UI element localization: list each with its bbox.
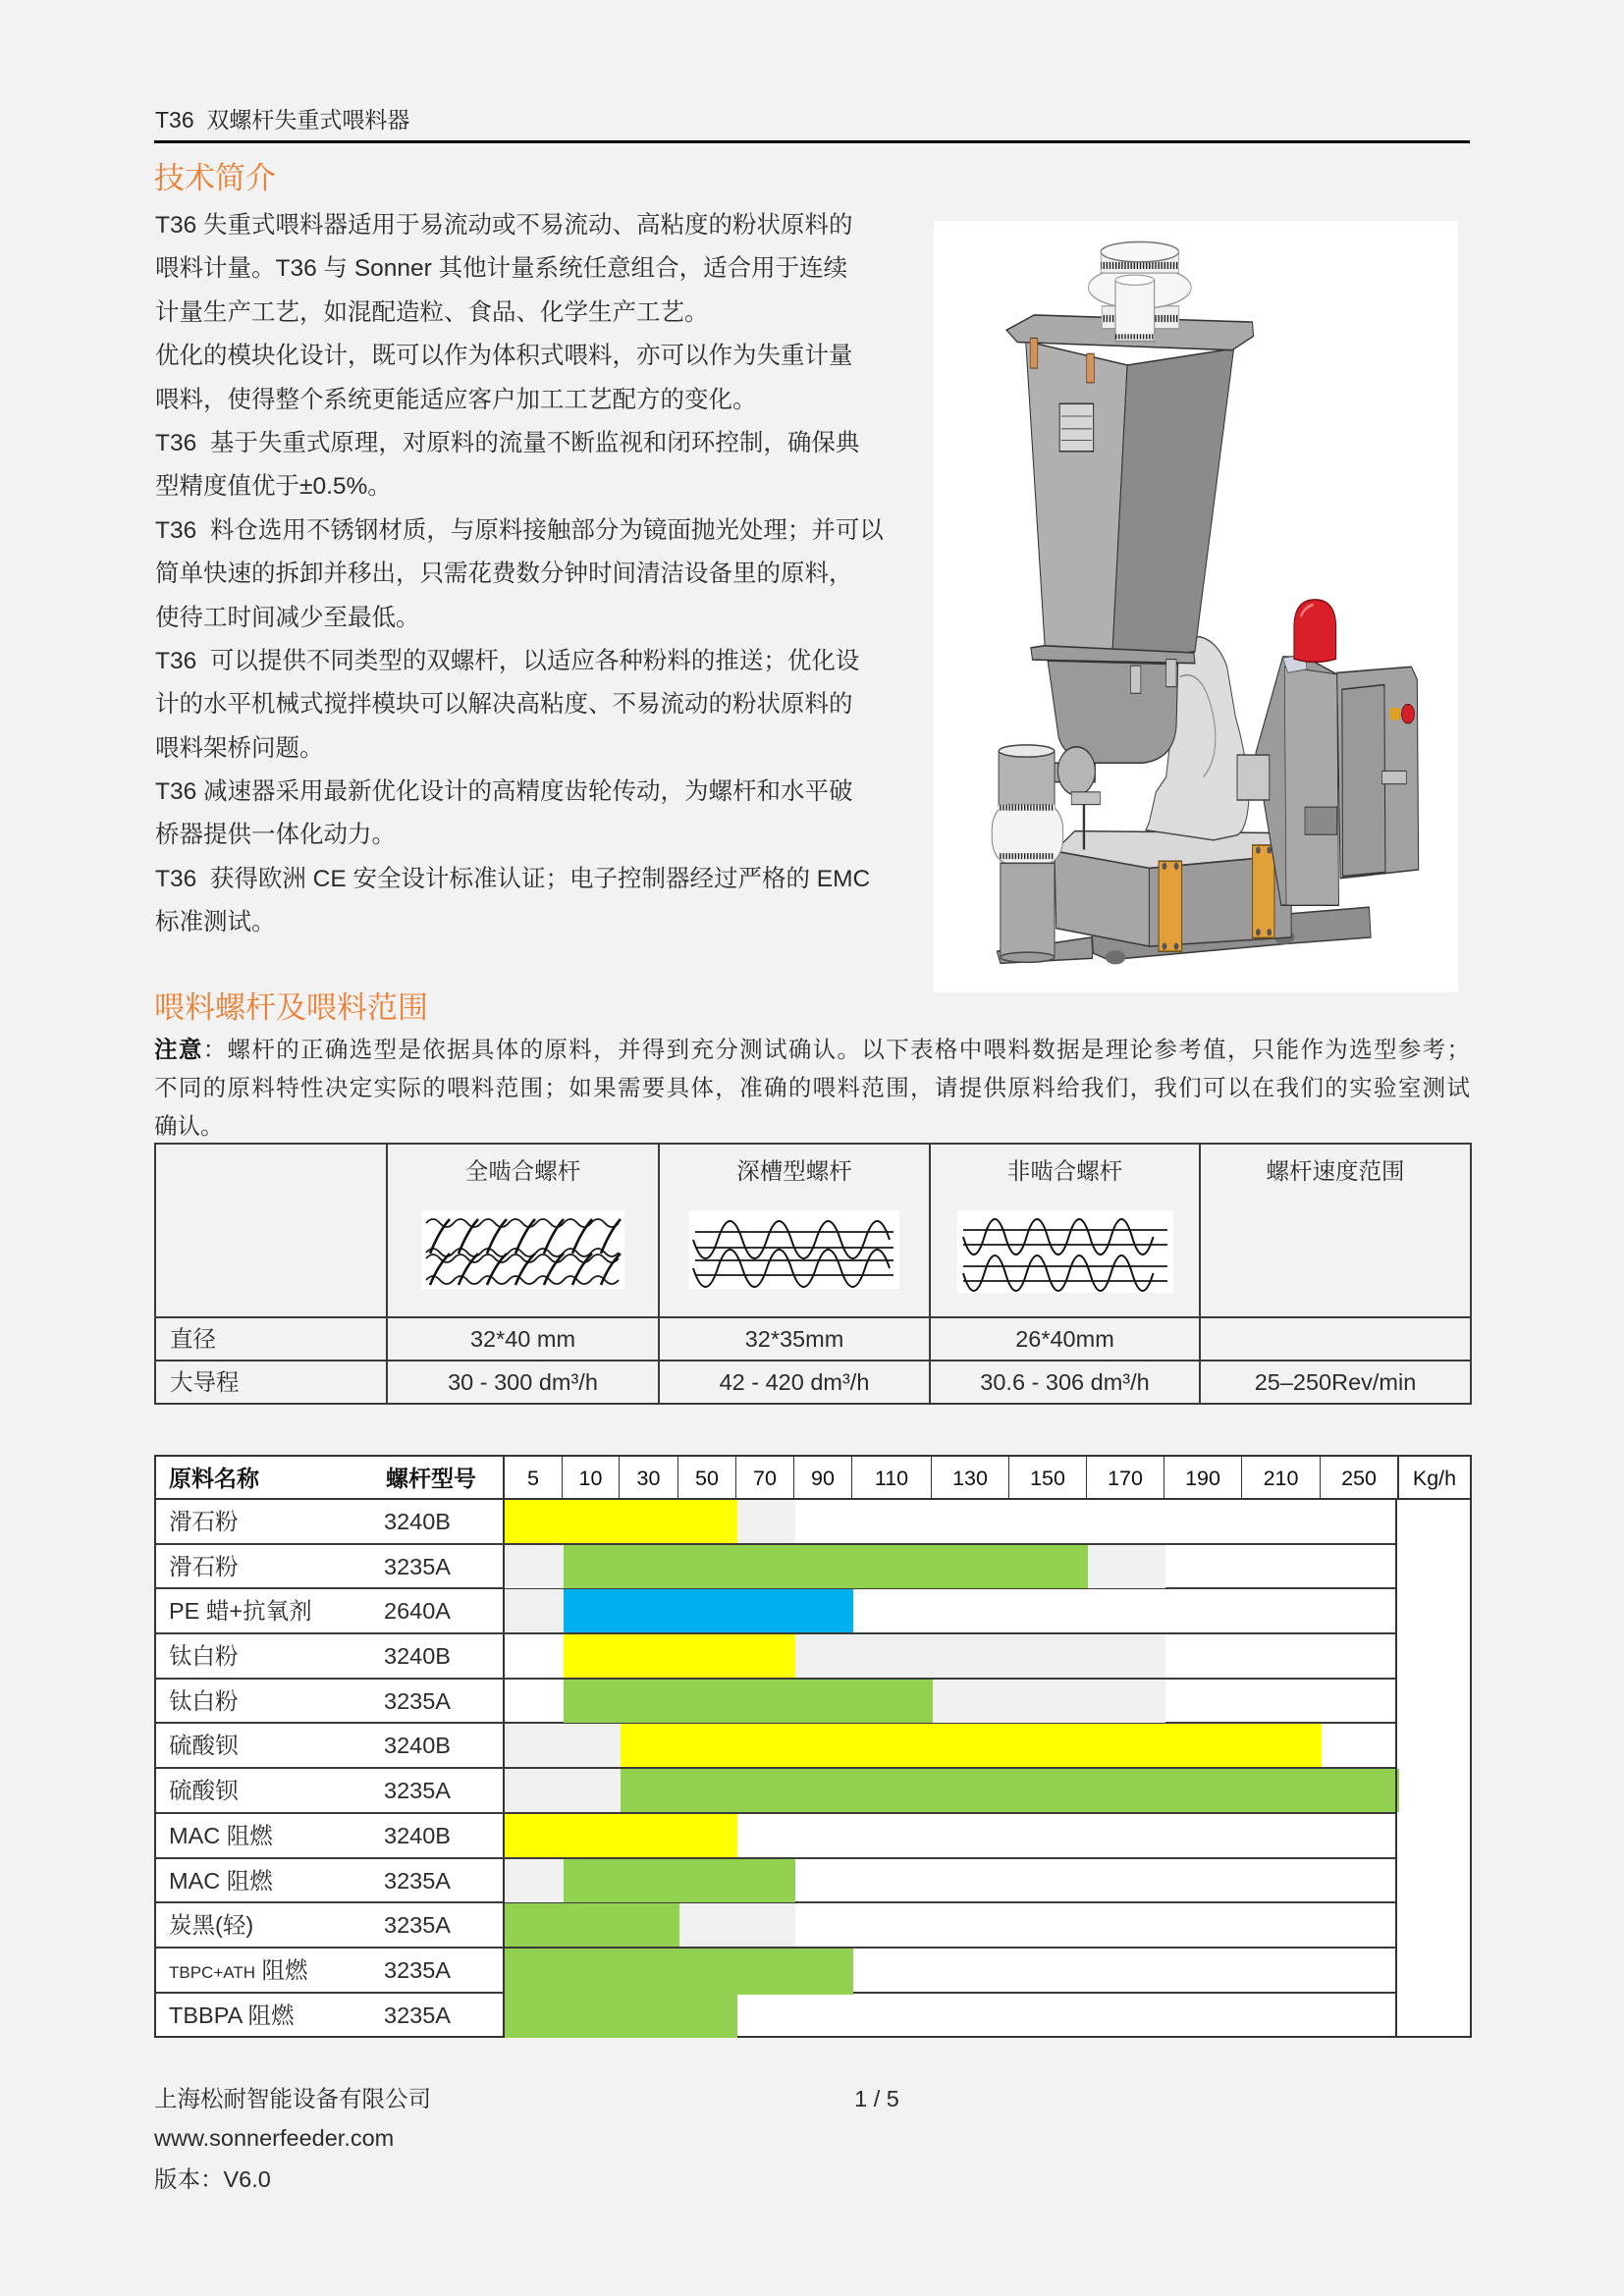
feed-range-table xyxy=(154,1455,1472,2038)
material-name: 钛白粉 xyxy=(169,1643,239,1670)
range-bars xyxy=(503,1814,1397,1857)
screw-spec-table xyxy=(154,1143,1472,1405)
header-material-name: 原料名称 xyxy=(169,1466,259,1491)
range-segment-gray xyxy=(795,1634,1165,1678)
material-name xyxy=(156,1949,378,1995)
range-row xyxy=(156,1500,1397,1545)
tick-label: 5 xyxy=(503,1457,562,1500)
unit-label: Kg/h xyxy=(1397,1457,1470,1500)
footer-version: 版本：V6.0 xyxy=(154,2166,271,2192)
intro-line: 优化的模块化设计，既可以作为体积式喂料，亦可以作为失重计量 xyxy=(155,343,853,370)
spec-cell: 32*35mm xyxy=(659,1317,930,1361)
footer-website: www.sonnerfeeder.com xyxy=(154,2125,395,2151)
screw-model: 3235A xyxy=(384,1867,451,1894)
intro-line: T36 失重式喂料器适用于易流动或不易流动、高粘度的粉状原料的 xyxy=(155,212,853,239)
range-segment-green xyxy=(564,1545,1088,1588)
material-name: MAC 阻燃 xyxy=(169,1822,273,1848)
tick-label: 190 xyxy=(1164,1457,1241,1500)
document-header-title: T36 双螺杆失重式喂料器 xyxy=(155,107,410,133)
spec-header-empty xyxy=(155,1144,387,1317)
intro-line: 喂料，使得整个系统更能适应客户加工工艺配方的变化。 xyxy=(155,386,757,413)
range-segment-yellow xyxy=(621,1724,1322,1767)
material-name: MAC 阻燃 xyxy=(169,1867,273,1894)
header-screw-model: 螺杆型号 xyxy=(386,1466,476,1491)
spec-cell xyxy=(1200,1317,1471,1361)
tick-label: 170 xyxy=(1086,1457,1164,1500)
intro-section-title: 技术简介 xyxy=(154,161,276,195)
intro-line: 简单快速的拆卸并移出，只需花费数分钟时间清洁设备里的原料， xyxy=(155,561,853,588)
screw-model: 3235A xyxy=(384,1956,451,1983)
intro-line: T36 料仓选用不锈钢材质，与原料接触部分为镜面抛光处理；并可以 xyxy=(155,516,884,544)
range-segment-yellow xyxy=(564,1634,795,1678)
range-row xyxy=(156,1589,1397,1634)
screw-model: 3235A xyxy=(384,1778,451,1804)
range-bars xyxy=(503,1994,1397,2039)
range-segment-blue xyxy=(564,1589,853,1632)
intro-line: T36 获得欧洲 CE 安全设计标准认证；电子控制器经过严格的 EMC xyxy=(155,865,871,892)
range-row xyxy=(156,1949,1397,1994)
intro-text xyxy=(155,204,921,945)
material-name: TBBPA 阻燃 xyxy=(169,2002,295,2028)
spec-header-non-mesh xyxy=(930,1144,1200,1317)
intro-line: 标准测试。 xyxy=(155,909,276,936)
screw-model: 3235A xyxy=(384,1687,451,1714)
range-segment-gray xyxy=(505,1724,621,1767)
range-segment-green xyxy=(505,1994,737,2039)
range-segment-gray xyxy=(737,1500,795,1543)
spec-row-diameter xyxy=(155,1317,1471,1361)
spec-cell: 26*40mm xyxy=(930,1317,1200,1361)
selection-note xyxy=(154,1031,1470,1146)
note-text-1: ：螺杆的正确选型是依据具体的原料，并得到充分测试确认。以下表格中喂料数据是理论参考值，只能作为选型参考； xyxy=(202,1037,1471,1062)
note-label: 注意 xyxy=(154,1037,203,1062)
range-segment-gray xyxy=(505,1545,564,1588)
product-image xyxy=(934,221,1458,992)
range-bars xyxy=(503,1634,1397,1678)
tick-label: 130 xyxy=(931,1457,1008,1500)
range-bars xyxy=(503,1589,1397,1632)
range-segment-yellow xyxy=(505,1814,737,1857)
screw-model: 3240B xyxy=(384,1643,451,1670)
tick-label: 210 xyxy=(1241,1457,1320,1500)
feed-section-title: 喂料螺杆及喂料范围 xyxy=(154,990,428,1025)
range-segment-green xyxy=(505,1903,679,1947)
spec-row-large-lead xyxy=(155,1361,1471,1404)
spec-row-label: 直径 xyxy=(155,1317,387,1361)
range-bars xyxy=(503,1949,1397,1995)
spec-header-label: 深槽型螺杆 xyxy=(736,1158,852,1184)
intro-line: 型精度值优于±0.5%。 xyxy=(155,473,392,501)
range-segment-yellow xyxy=(505,1500,737,1543)
material-name: 硫酸钡 xyxy=(169,1733,239,1759)
material-name-suffix: 阻燃 xyxy=(255,1956,308,1983)
screw-model: 3240B xyxy=(384,1822,451,1848)
intro-line: 喂料计量。T36 与 Sonner 其他计量系统任意组合，适合用于连续 xyxy=(155,255,848,283)
screw-model: 3240B xyxy=(384,1509,451,1534)
page-number: 1 / 5 xyxy=(854,2086,899,2111)
range-segment-green xyxy=(564,1859,795,1902)
intro-line: 喂料架桥问题。 xyxy=(155,734,324,762)
spec-header-label: 螺杆速度范围 xyxy=(1266,1158,1405,1184)
range-table-header xyxy=(156,1457,1470,1500)
range-table-body xyxy=(156,1500,1397,2038)
intro-line: T36 基于失重式原理，对原料的流量不断监视和闭环控制，确保典 xyxy=(155,429,860,456)
intro-line: T36 可以提供不同类型的双螺杆，以适应各种粉料的推送；优化设 xyxy=(155,647,860,674)
spec-cell: 42 - 420 dm³/h xyxy=(659,1361,930,1404)
screw-model: 2640A xyxy=(384,1598,451,1625)
material-name-prefix: TBPC+ATH xyxy=(169,1962,256,1982)
twin-screw-feeder-icon xyxy=(934,221,1458,992)
screw-model: 3235A xyxy=(384,2002,451,2028)
range-segment-gray xyxy=(505,1769,621,1812)
material-name: 硫酸钡 xyxy=(169,1778,239,1804)
spec-row-label: 大导程 xyxy=(155,1361,387,1404)
range-segment-green xyxy=(505,1949,853,1995)
range-row xyxy=(156,1769,1397,1814)
header-rule xyxy=(154,140,1470,143)
intro-line: T36 减速器采用最新优化设计的高精度齿轮传动，为螺杆和水平破 xyxy=(155,778,853,806)
tick-label: 70 xyxy=(735,1457,793,1500)
material-name: PE 蜡+抗氧剂 xyxy=(169,1598,312,1625)
range-row xyxy=(156,1903,1397,1949)
material-name: 炭黑(轻) xyxy=(169,1912,254,1939)
range-bars xyxy=(503,1500,1397,1543)
range-segment-green xyxy=(621,1769,1399,1812)
spec-cell: 30 - 300 dm³/h xyxy=(387,1361,659,1404)
tick-label: 250 xyxy=(1320,1457,1397,1500)
intro-line: 桥器提供一体化动力。 xyxy=(155,822,396,849)
material-name: 钛白粉 xyxy=(169,1687,239,1714)
footer-company: 上海松耐智能设备有限公司 xyxy=(154,2086,431,2111)
screw-model: 3235A xyxy=(384,1553,451,1579)
intro-line: 使待工时间减少至最低。 xyxy=(155,604,420,631)
range-segment-gray xyxy=(1088,1545,1165,1588)
spec-header-speed-range xyxy=(1200,1144,1471,1317)
range-segment-gray xyxy=(933,1680,1165,1723)
range-bars xyxy=(503,1903,1397,1947)
tick-label: 30 xyxy=(619,1457,677,1500)
range-bars xyxy=(503,1769,1397,1812)
range-bars xyxy=(503,1680,1397,1723)
spec-header-deep-groove xyxy=(659,1144,930,1317)
range-row xyxy=(156,1545,1397,1590)
material-name: 滑石粉 xyxy=(169,1509,239,1534)
spec-cell: 32*40 mm xyxy=(387,1317,659,1361)
spec-header-full-mesh xyxy=(387,1144,659,1317)
range-bars xyxy=(503,1724,1397,1767)
screw-model: 3240B xyxy=(384,1733,451,1759)
note-line-3: 确认。 xyxy=(154,1113,224,1139)
range-row xyxy=(156,1994,1397,2039)
spec-header-label: 全啮合螺杆 xyxy=(464,1158,581,1184)
full-mesh-screw-icon xyxy=(422,1210,624,1289)
spec-cell: 25–250Rev/min xyxy=(1200,1361,1471,1404)
tick-label: 110 xyxy=(851,1457,931,1500)
intro-line: 计的水平机械式搅拌模块可以解决高粘度、不易流动的粉状原料的 xyxy=(155,691,853,719)
spec-header-label: 非啮合螺杆 xyxy=(1006,1158,1123,1184)
tick-label: 150 xyxy=(1008,1457,1086,1500)
deep-groove-screw-icon xyxy=(689,1210,899,1289)
range-segment-green xyxy=(564,1680,933,1723)
range-row xyxy=(156,1859,1397,1904)
tick-label: 10 xyxy=(562,1457,619,1500)
range-segment-gray xyxy=(505,1859,564,1902)
intro-line: 计量生产工艺，如混配造粒、食品、化学生产工艺。 xyxy=(155,298,709,326)
screw-model: 3235A xyxy=(384,1912,451,1939)
range-row xyxy=(156,1814,1397,1859)
note-line-1 xyxy=(154,1031,1470,1069)
unit-column xyxy=(1395,1500,1470,2036)
range-row xyxy=(156,1634,1397,1680)
tick-label: 90 xyxy=(793,1457,851,1500)
range-segment-gray xyxy=(505,1589,564,1632)
spec-header-row xyxy=(155,1144,1471,1317)
non-mesh-screw-icon xyxy=(957,1210,1173,1293)
material-name: 滑石粉 xyxy=(169,1553,239,1579)
range-row xyxy=(156,1724,1397,1769)
range-segment-gray xyxy=(679,1903,795,1947)
range-bars xyxy=(503,1545,1397,1588)
tick-label: 50 xyxy=(677,1457,735,1500)
range-bars xyxy=(503,1859,1397,1902)
note-line-2: 不同的原料特性决定实际的喂料范围；如果需要具体，准确的喂料范围，请提供原料给我们，我们可以在我们的实验室测试 xyxy=(154,1075,1470,1100)
range-row xyxy=(156,1680,1397,1725)
spec-cell: 30.6 - 306 dm³/h xyxy=(930,1361,1200,1404)
